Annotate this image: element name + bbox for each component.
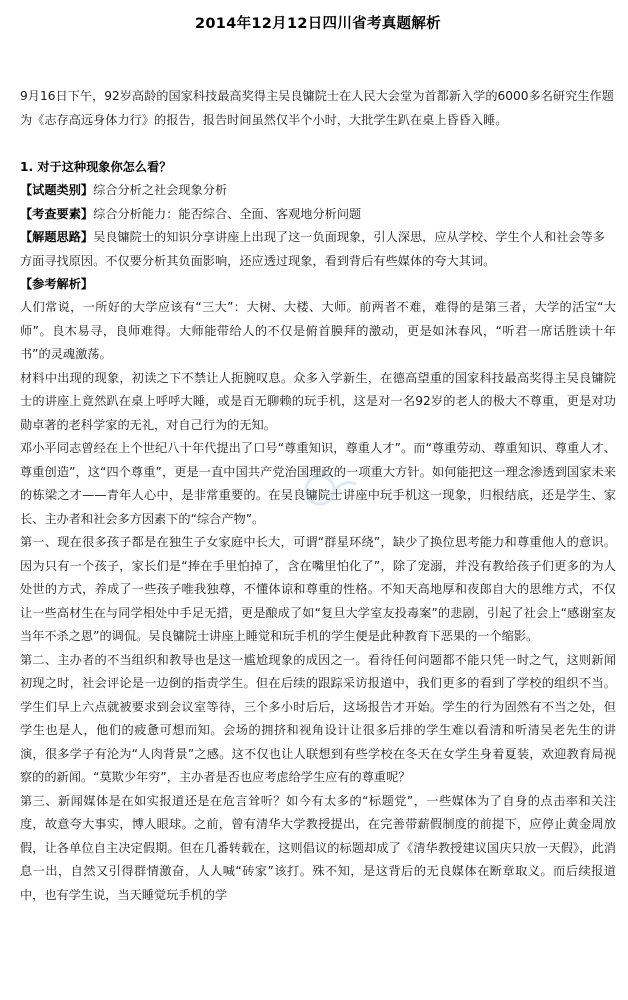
meta-approach-key: 【解题思路】 bbox=[20, 230, 94, 244]
body-paragraph: 材料中出现的现象，初读之下不禁让人扼腕叹息。众多入学新生，在德高望重的国家科技最高奖得主吴良镛院士的讲座上竟然趴在桌上呼呼大睡，或是百无聊赖的玩手机，这是对一名92岁的老人的极大不尊重，更是对功勋卓著的老科学家的无礼，对自己行为的无知。 bbox=[20, 370, 616, 432]
document-title: 2014年12月12日四川省考真题解析 bbox=[195, 16, 441, 32]
reference-heading: 【参考解析】 bbox=[20, 277, 94, 291]
meta-approach-value: 吴良镛院士的知识分享讲座上出现了这一负面现象，引人深思，应从学校、学生个人和社会等多方面寻找原因。不仅要分析其负面影响，还应透过现象，看到背后有些媒体的夸大其词。 bbox=[20, 230, 605, 268]
body-paragraph: 第三、新闻媒体是在如实报道还是在危言耸听？如今有太多的“标题党”，一些媒体为了自身的点击率和关注度，故意夸大事实，博人眼球。之前，曾有清华大学教授提出，在完善带薪假制度的前提下，应停止黄金周放假，让各单位自主决定假期。但在几番转载在，这则倡议的标题却成了《清华教授建议国庆只放一天假》，此消息一出，自然又引得群情激奋，人人喊“砖家”该打。殊不知，是这背后的无良媒体在断章取义。而后续报道中，也有学生说，当天睡觉玩手机的学 bbox=[20, 793, 616, 902]
meta-elements bbox=[20, 203, 616, 227]
question-heading: 1. 对于这种现象你怎么看？ bbox=[20, 160, 172, 174]
meta-category-value: 综合分析之社会现象分析 bbox=[93, 183, 228, 197]
meta-category bbox=[20, 179, 616, 203]
body-paragraph: 邓小平同志曾经在上个世纪八十年代提出了口号“尊重知识，尊重人才”。而“尊重劳动、尊重知识、尊重人才、尊重创造”，这“四个尊重”，更是一直中国共产党治国理政的一项重大方针。如何能把这一理念渗透到国家未来的栋梁之才——青年人心中，是非常重要的。在吴良镛院士讲座中玩手机这一现象，归根结底，还是学生、家长、主办者和社会多方因素下的“综合产物”。 bbox=[20, 441, 616, 526]
reference-body bbox=[20, 296, 616, 907]
body-paragraph: 第二、主办者的不当组织和教导也是这一尴尬现象的成因之一。看待任何问题都不能只凭一时之气，这则新闻初现之时，社会评论是一边倒的指责学生。但在后续的跟踪采访报道中，我们更多的看到了学校的组织不当。学生们早上六点就被要求到会议室等待，三个多小时后后，这场报告才开始。学生的行为固然有不当之处，但学生也是人，他们的疲惫可想而知。会场的拥挤和视角设计让很多后排的学生难以看清和听清吴老先生的讲演，很多学子有沦为“人肉背景”之感。这不仅也让人联想到有些学校在冬天在女学生身着夏装，欢迎教育局视察的的新闻。“莫欺少年穷”，主办者是否也应考虑给学生应有的尊重呢？ bbox=[20, 652, 616, 784]
meta-category-key: 【试题类别】 bbox=[20, 183, 94, 197]
intro-paragraph: 9月16日下午，92岁高龄的国家科技最高奖得主吴良镛院士在人民大会堂为首都新入学的6000多名研究生作题为《志存高远身体力行》的报告，报告时间虽然仅半个小时，大批学生趴在桌上昏昏入睡。 bbox=[20, 89, 614, 127]
meta-approach bbox=[20, 226, 616, 273]
body-paragraph: 第一、现在很多孩子都是在独生子女家庭中长大，可谓“群星环绕”，缺少了换位思考能力和尊重他人的意识。因为只有一个孩子，家长们是“捧在手里怕掉了，含在嘴里怕化了”，除了宠溺，并没有教给孩子们更多的为人处世的方式，养成了一些孩子唯我独尊，不懂体谅和尊重的性格。不知天高地厚和夜郎自大的思维方式，不仅让一些高材生在与同学相处中手足无措，更是酿成了如“复旦大学室友投毒案”的悲剧，引起了社会上“感谢室友当年不杀之恩”的调侃。吴良镛院士讲座上睡觉和玩手机的学生便是此种教育下恶果的一个缩影。 bbox=[20, 535, 616, 643]
meta-elements-key: 【考查要素】 bbox=[20, 206, 94, 221]
body-paragraph: 人们常说，一所好的大学应该有“三大”：大树、大楼、大师。前两者不难，难得的是第三者，大学的活宝“大师”。良木易寻，良师难得。大师能带给人的不仅是俯首膜拜的激动，更是如沐春风，“听君一席话胜读十年书”的灵魂激荡。 bbox=[20, 300, 616, 361]
question-meta bbox=[20, 179, 616, 273]
meta-elements-value: 综合分析能力：能否综合、全面、客观地分析问题 bbox=[93, 206, 362, 221]
